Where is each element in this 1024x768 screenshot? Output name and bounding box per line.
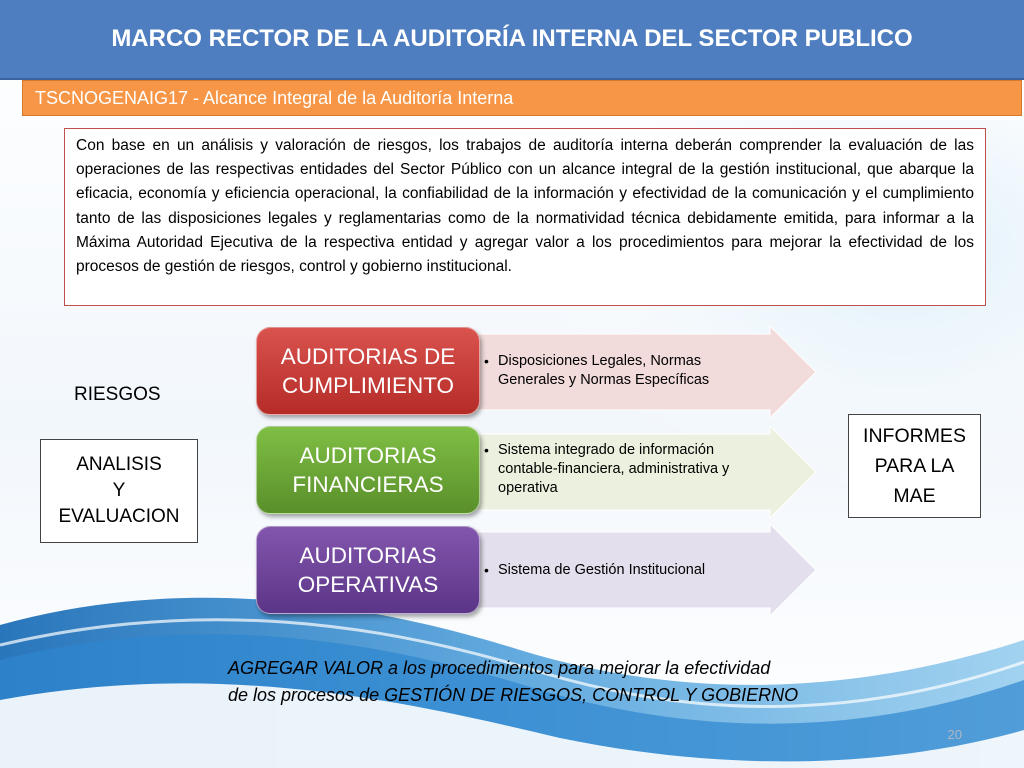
analisis-line: Y [112,480,126,501]
auditorias-financieras: AUDITORIAS FINANCIERAS [256,426,480,514]
informes-line: INFORMES [863,425,966,447]
analisis-line: ANALISIS [76,454,162,475]
informes-box [848,414,981,518]
informes-line: PARA LA [874,455,955,477]
description-box [64,128,986,306]
analisis-box [40,439,198,543]
slide-title: MARCO RECTOR DE LA AUDITORÍA INTERNA DEL SECTOR PUBLICO [111,25,913,52]
bullet-icon: • [484,562,489,578]
bullet-icon: • [484,353,489,369]
riesgos-label: RIESGOS [74,384,161,405]
subtitle-bar [22,80,1022,116]
analisis-line: EVALUACION [58,506,180,527]
auditorias-operativas: AUDITORIAS OPERATIVAS [256,526,480,614]
bullet-icon: • [484,442,489,458]
auditorias-cumplimiento: AUDITORIAS DE CUMPLIMIENTO [256,327,480,415]
slide-subtitle: TSCNOGENAIG17 - Alcance Integral de la Auditoría Interna [35,87,514,108]
bullet-operativas: • Sistema de Gestión Institucional [484,562,706,578]
bullet-financieras: • Sistema integrado de información contable-financiera, administrativa y operativa [484,442,730,496]
title-bar [0,0,1024,80]
page-number: 20 [947,727,962,742]
bullet-cumplimiento: • Disposiciones Legales, Normas Generales y Normas Específicas [484,353,710,388]
footer-line: AGREGAR VALOR a los procedimientos para mejorar la efectividad [228,658,771,678]
informes-line: MAE [893,485,936,507]
footer-line: de los procesos de GESTIÓN DE RIESGOS, CONTROL Y GOBIERNO [228,685,799,705]
footer-statement [228,655,798,709]
description-text: Con base en un análisis y valoración de riesgos, los trabajos de auditoría interna deberán comprender la evaluación de las operaciones de las respectivas entidades del Sector Público con un alcance integral de la gestión institucional, que abarque la eficacia, economía y eficiencia operacional, la confiabilidad de la información y efectividad de la comunicación y el cumplimiento tanto de las disposiciones legales y reglamentarias como de la normatividad técnica debidamente emitida, para informar a la Máxima Autoridad Ejecutiva de la respectiva entidad y agregar valor a los procedimientos para mejorar la efectividad de los procesos de gestión de riesgos, control y gobierno institucional. [76,137,974,276]
